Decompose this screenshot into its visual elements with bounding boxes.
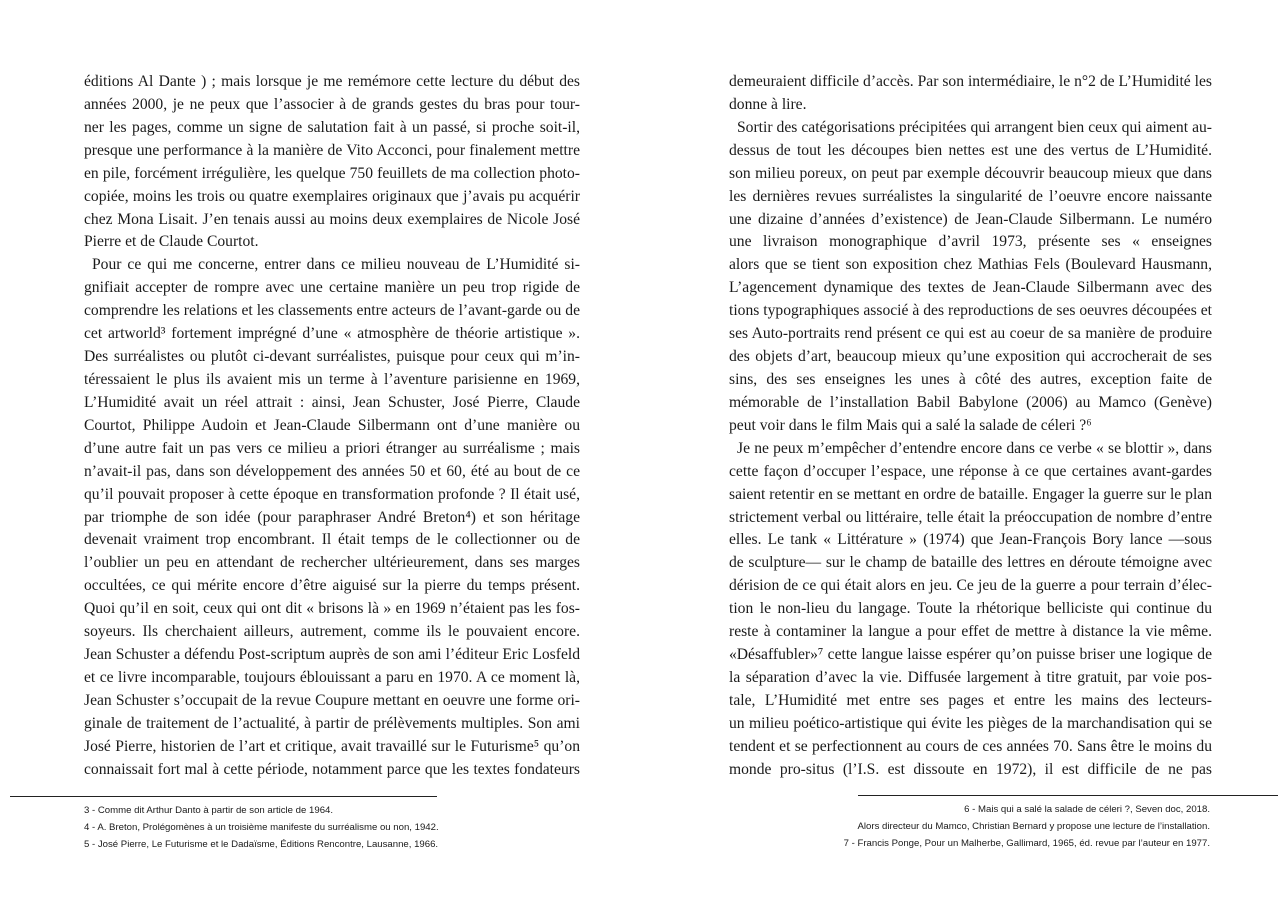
text-line: d’une autre fait un pas vers ce milieu a priori étranger au surréalisme ; mais <box>84 439 580 457</box>
footnote: 7 - Francis Ponge, Pour un Malherbe, Gallimard, 1965, éd. revue par l’auteur en 1977. <box>843 837 1210 849</box>
footnote: 6 - Mais qui a salé la salade de céleri ?, Seven doc, 2018. <box>964 804 1210 815</box>
text-line: dérision de ce qui était alors en jeu. Ce jeu de la guerre a pour terrain d’élec- <box>729 577 1212 595</box>
text-line: reste à contaminer la langue a pour effet de mettre à distance la vie même. <box>729 623 1212 641</box>
text-line: peut voir dans le film Mais qui a salé la salade de céleri ?⁶ <box>729 416 1092 434</box>
text-line: en pile, forcément irrégulière, les quelque 750 feuillets de ma collection photo- <box>84 164 580 182</box>
text-line: la séparation d’avec la vie. Diffusée largement à titre gratuit, par voie pos- <box>729 668 1212 686</box>
text-line: connaissait fort mal à cette période, notamment parce que les textes fondateurs <box>84 760 580 778</box>
footnote: Alors directeur du Mamco, Christian Bernard y propose une lecture de l’installation. <box>857 820 1210 832</box>
text-line: Pour ce qui me concerne, entrer dans ce milieu nouveau de L’Humidité si- <box>92 256 580 274</box>
text-line: monde pro-situs (l’I.S. est dissoute en 1972), il est difficile de ne pas <box>729 760 1212 778</box>
text-line: une dizaine d’années d’existence) de Jean-Claude Silbermann. Le numéro <box>729 210 1212 228</box>
text-line: tion le non-lieu du langage. Toute la rhétorique belliciste qui continue du <box>729 600 1212 618</box>
text-line: demeuraient difficile d’accès. Par son intermédiaire, le n°2 de L’Humidité les <box>729 73 1212 90</box>
footnote: 4 - A. Breton, Prolégomènes à un troisième manifeste du surréalisme ou non, 1942. <box>84 821 439 833</box>
text-line: l’oublier un peu en attendant de rechercher ultérieurement, dans ses marges <box>84 554 580 572</box>
text-line: qu’il pouvait proposer à cette époque en transformation profonde ? Il était usé, <box>84 485 580 503</box>
footnote-divider-right <box>858 795 1278 796</box>
text-line: années 2000, je ne peux que l’associer à de grands gestes du bras pour tour- <box>84 95 580 113</box>
text-line: des objets d’art, beaucoup mieux qu’une exposition qui accrocherait de ses <box>729 348 1212 366</box>
text-line: occultées, ce qui mérite encore d’être aiguisé sur la pierre du temps présent. <box>84 577 580 595</box>
footnote: 5 - José Pierre, Le Futurisme et le Dadaïsme, Éditions Rencontre, Lausanne, 1966. <box>84 838 439 850</box>
text-line: alors que se tient son exposition chez Mathias Fels (Boulevard Hausmann, <box>729 256 1212 274</box>
text-line: de sculpture— sur le champ de bataille des lettres en déroute témoigne avec <box>729 554 1212 572</box>
text-line: les dernières revues surréalistes la singularité de l’oeuvre encore naissante <box>729 187 1212 205</box>
text-line: presque une performance à la manière de Vito Acconci, pour finalement mettre <box>84 141 580 159</box>
text-line: donne à lire. <box>729 95 807 113</box>
text-line: chez Mona Lisait. J’en tenais aussi au moins deux exemplaires de Nicole José <box>84 210 580 228</box>
text-line: Quoi qu’il en soit, ceux qui ont dit « brisons là » en 1969 n’étaient pas les fos- <box>84 600 580 618</box>
footnote-divider-left <box>10 796 437 797</box>
text-line: «Désaffubler»⁷ cette langue laisse espérer qu’on puisse briser une logique de <box>729 646 1212 664</box>
text-line: L’Humidité avait un réel attrait : ainsi, Jean Schuster, José Pierre, Claude <box>84 393 580 411</box>
footnotes-right <box>844 802 1210 852</box>
text-line: L’agencement dynamique des textes de Jean-Claude Silbermann avec des <box>729 279 1212 297</box>
text-line: une livraison monographique d’avril 1973, présente ses « enseignes <box>729 233 1212 251</box>
text-line: Je ne peux m’empêcher d’entendre encore dans ce verbe « se blottir », dans <box>737 439 1212 457</box>
text-line: éditions Al Dante ) ; mais lorsque je me remémore cette lecture du début des <box>84 73 580 90</box>
text-line: devenait vraiment trop encombrant. Il était temps de le collectionner ou de <box>84 531 580 549</box>
text-line: tions typographiques associé à des reproductions de ses oeuvres découpées et <box>729 302 1212 320</box>
text-line: Pierre et de Claude Courtot. <box>84 233 259 251</box>
text-line: dessus de tout les découpes bien nettes est une des vertus de L’Humidité. <box>729 141 1212 159</box>
text-line: ginale de traitement de l’actualité, à partir de prélèvements multiples. Son ami <box>84 714 580 732</box>
text-line: strictement verbal ou littéraire, telle était la préoccupation de nombre d’entre <box>729 508 1212 526</box>
text-line: saient retentir en se mettant en ordre de bataille. Engager la guerre sur le plan <box>729 485 1212 503</box>
text-line: Jean Schuster s’occupait de la revue Coupure mettant en oeuvre une forme ori- <box>84 691 580 709</box>
text-line: sins, des ses enseignes les unes à côté des autres, exception faite de <box>729 370 1212 388</box>
text-line: un milieu poético-artistique qui évite les pièges de la marchandisation qui se <box>729 714 1212 732</box>
text-line: n’avait-il pas, dans son développement des années 50 et 60, été au bout de ce <box>84 462 580 480</box>
text-line: cette façon d’occuper l’espace, une réponse à ce que certaines avant-gardes <box>729 462 1212 480</box>
footnotes-left <box>84 803 439 853</box>
text-line: José Pierre, historien de l’art et critique, avait travaillé sur le Futurisme⁵ qu’on <box>84 737 580 755</box>
footnote: 3 - Comme dit Arthur Danto à partir de son article de 1964. <box>84 805 334 816</box>
text-line: Des surréalistes ou plutôt ci-devant surréalistes, puisque pour ceux qui m’in- <box>84 348 580 366</box>
text-line: son milieu poreux, on peut par exemple découvrir beaucoup mieux que dans <box>729 164 1212 182</box>
left-page-body <box>84 71 580 782</box>
text-line: soyeurs. Ils cherchaient ailleurs, autrement, comme ils le pouvaient encore. <box>84 623 580 641</box>
text-line: ner les pages, comme un signe de salutation fait à un passé, si proche soit-il, <box>84 118 580 136</box>
text-line: copiée, moins les trois ou quatre exemplaires originaux que j’avais pu acquérir <box>84 187 580 205</box>
text-line: Jean Schuster a défendu Post-scriptum auprès de son ami l’éditeur Eric Losfeld <box>84 646 580 664</box>
text-line: mémorable de l’installation Babil Babylone (2006) au Mamco (Genève) <box>729 393 1212 411</box>
text-line: elles. Le tank « Littérature » (1974) que Jean-François Bory lance —sous <box>729 531 1212 549</box>
right-page-body <box>729 71 1212 782</box>
text-line: cet artworld³ fortement imprégné d’une « atmosphère de théorie artistique ». <box>84 325 580 343</box>
text-line: tale, L’Humidité met entre ses pages et entre les mains des lecteurs- <box>729 691 1212 709</box>
text-line: Sortir des catégorisations précipitées qui arrangent bien ceux qui aiment au- <box>737 118 1212 136</box>
text-line: gnifiait accepter de rompre avec une certaine manière un peu trop rigide de <box>84 279 580 297</box>
text-line: et ce livre incomparable, toujours éblouissant a paru en 1970. A ce moment là, <box>84 668 580 686</box>
text-line: tendent et se perfectionnent au cours de ces années 70. Sans être le moins du <box>729 737 1212 755</box>
text-line: comprendre les relations et les classements entre acteurs de l’avant-garde ou de <box>84 302 580 320</box>
text-line: Courtot, Philippe Audoin et Jean-Claude Silbermann ont d’une manière ou <box>84 416 580 434</box>
text-line: par triomphe de son idée (pour paraphraser André Breton⁴) et son héritage <box>84 508 580 526</box>
text-line: ses Auto-portraits rend présent ce qui est au coeur de sa manière de produire <box>729 325 1212 343</box>
text-line: téressaient le plus ils avaient mis un terme à l’aventure parisienne en 1969, <box>84 370 580 388</box>
